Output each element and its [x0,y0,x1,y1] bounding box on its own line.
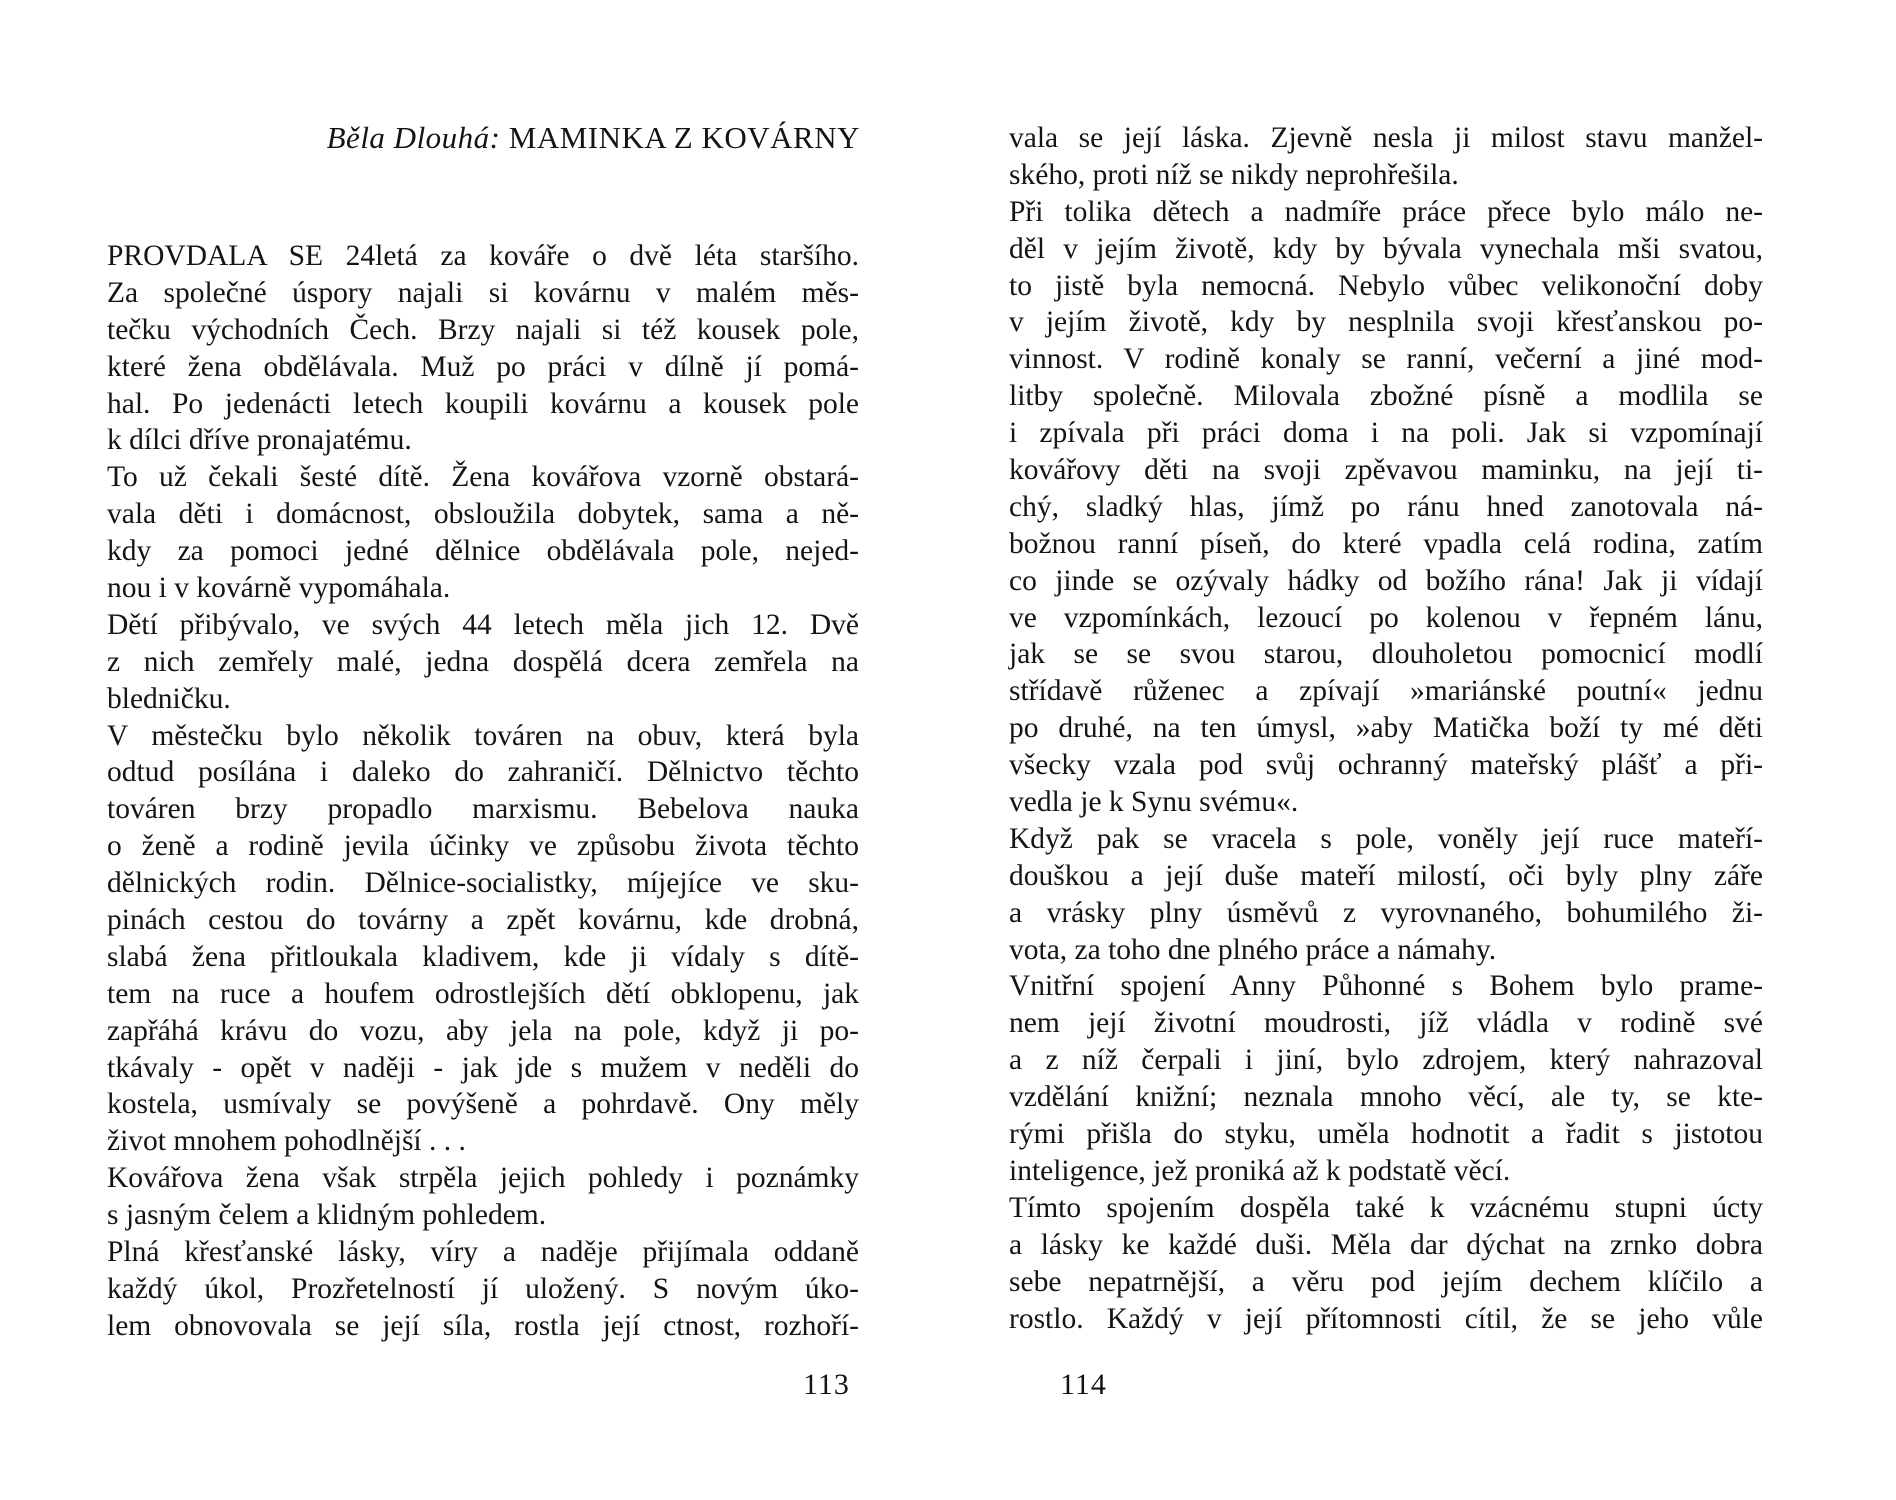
page-number-right: 114 [1060,1368,1107,1401]
text-line: rými přišla do styku, uměla hodnotit a řadit s jistotou [1009,1118,1763,1151]
text-line: Tímto spojením dospěla také k vzácnému stupni úcty [1009,1191,1763,1224]
text-line: tem na ruce a houfem odrostlejších dětí obklopenu, jak [107,977,859,1010]
text-line: ve vzpomínkách, lezoucí po kolenou v řepném lánu, [1009,601,1763,634]
text-line: Při tolika dětech a nadmíře práce přece bylo málo ne- [1009,195,1763,228]
text-line: slabá žena přitloukala kladivem, kde ji vídaly s dítě- [107,940,859,973]
text-line: Kovářova žena však strpěla jejich pohledy i poznámky [107,1162,859,1195]
text-line: vedla je k Synu svému«. [1009,786,1299,819]
text-line: douškou a její duše mateří milostí, oči byly plny záře [1009,859,1763,892]
text-line: střídavě růženec a zpívají »mariánské poutní« jednu [1009,675,1763,708]
text-line: Dětí přibývalo, ve svých 44 letech měla jich 12. Dvě [107,608,859,641]
text-line: chý, sladký hlas, jímž po ránu hned zanotovala ná- [1009,490,1763,523]
text-line: ského, proti níž se nikdy neprohřešila. [1009,158,1459,191]
text-line: hal. Po jedenácti letech koupili kovárnu a kousek pole [107,387,859,420]
text-line: s jasným čelem a klidným pohledem. [107,1199,547,1232]
text-line: všecky vzala pod svůj ochranný mateřský plášť a při- [1009,749,1763,782]
text-line: nem její životní moudrosti, jíž vládla v rodině své [1009,1007,1763,1040]
text-line: dělnických rodin. Dělnice-socialistky, míjejíce ve sku- [107,867,859,900]
text-line: Vnitřní spojení Anny Půhonné s Bohem bylo prame- [1009,970,1763,1003]
text-line: a z níž čerpali i jiní, bylo zdrojem, který nahrazoval [1009,1044,1763,1077]
text-line: božnou ranní píseň, do které vpadla celá rodina, zatím [1009,527,1763,560]
text-line: inteligence, jež proniká až k podstatě věcí. [1009,1154,1511,1187]
text-line: bledničku. [107,682,231,715]
header-author: Běla Dlouhá: [326,120,501,155]
text-line: zapřáhá krávu do vozu, aby jela na pole, když ji po- [107,1014,859,1047]
text-line: odtud posílána i daleko do zahraničí. Dělnictvo těchto [107,756,859,789]
text-line: tečku východních Čech. Brzy najali si též kousek pole, [107,313,859,346]
text-line: sebe nepatrnější, a věru pod jejím dechem klíčilo a [1009,1265,1763,1298]
text-line: to jistě byla nemocná. Nebylo vůbec velikonoční doby [1009,269,1763,302]
text-line: každý úkol, Prozřetelností jí uložený. S novým úko- [107,1272,859,1305]
text-line: o ženě a rodině jevila účinky ve způsobu života těchto [107,830,859,863]
text-line: pinách cestou do továrny a zpět kovárnu, kde drobná, [107,904,859,937]
text-line: Za společné úspory najali si kovárnu v malém měs- [107,276,859,309]
text-line: kdy za pomoci jedné dělnice obdělávala pole, nejed- [107,535,859,568]
right-page [948,0,1896,1500]
text-line: Když pak se vracela s pole, voněly její ruce mateří- [1009,822,1763,855]
text-line: rostlo. Každý v její přítomnosti cítil, že se jeho vůle [1009,1302,1763,1335]
text-line: k dílci dříve pronajatému. [107,424,412,457]
text-line: Plná křesťanské lásky, víry a naděje přijímala oddaně [107,1236,859,1269]
text-line: a vrásky plny úsměvů z vyrovnaného, bohumilého ži- [1009,896,1763,929]
text-line: lem obnovovala se její síla, rostla její ctnost, rozhoří- [107,1309,859,1342]
text-line: kovářovy děti na svoji zpěvavou maminku, na její ti- [1009,454,1763,487]
text-line: vinnost. V rodině konaly se ranní, večerní a jiné mod- [1009,343,1763,376]
text-line: kostela, usmívaly se povýšeně a pohrdavě. Ony měly [107,1088,859,1121]
running-header [310,118,860,158]
text-line: tkávaly - opět v naději - jak jde s mužem v neděli do [107,1051,859,1084]
text-line: nou i v kovárně vypomáhala. [107,572,451,605]
text-line: To už čekali šesté dítě. Žena kovářova vzorně obstará- [107,461,859,494]
right-page-text [1009,120,1763,1337]
header-title: MAMINKA Z KOVÁRNY [508,120,860,155]
text-line: co jinde se ozývaly hádky od božího rána! Jak ji vídají [1009,564,1763,597]
text-line: vala se její láska. Zjevně nesla ji milost stavu manžel- [1009,122,1763,154]
text-line: litby společně. Milovala zbožné písně a modlila se [1009,380,1763,413]
left-page-text [107,238,859,1345]
text-line: vzdělání knižní; neznala mnoho věcí, ale ty, se kte- [1009,1081,1763,1114]
text-line: které žena obdělávala. Muž po práci v dílně jí pomá- [107,350,859,383]
text-line: život mnohem pohodlnější . . . [107,1125,466,1158]
text-line: továren brzy propadlo marxismu. Bebelova nauka [107,793,859,826]
text-line: vota, za toho dne plného práce a námahy. [1009,933,1497,966]
text-line: a lásky ke každé duši. Měla dar dýchat na zrnko dobra [1009,1228,1763,1261]
text-line: děl v jejím životě, kdy by bývala vynechala mši svatou, [1009,232,1763,265]
text-line: z nich zemřely malé, jedna dospělá dcera zemřela na [107,645,859,678]
text-line: V městečku bylo několik továren na obuv, která byla [107,719,859,752]
text-line: jak se se svou starou, dlouholetou pomocnicí modlí [1009,638,1763,671]
text-line: PROVDALA SE 24letá za kováře o dvě léta staršího. [107,240,859,272]
text-line: po druhé, na ten úmysl, »aby Matička boží ty mé děti [1009,712,1763,745]
text-line: i zpívala při práci doma i na poli. Jak si vzpomínají [1009,417,1763,450]
text-line: v jejím životě, kdy by nesplnila svoji křesťanskou po- [1009,306,1763,339]
text-line: vala děti i domácnost, obsloužila dobytek, sama a ně- [107,498,859,531]
page-number-left: 113 [803,1368,850,1401]
